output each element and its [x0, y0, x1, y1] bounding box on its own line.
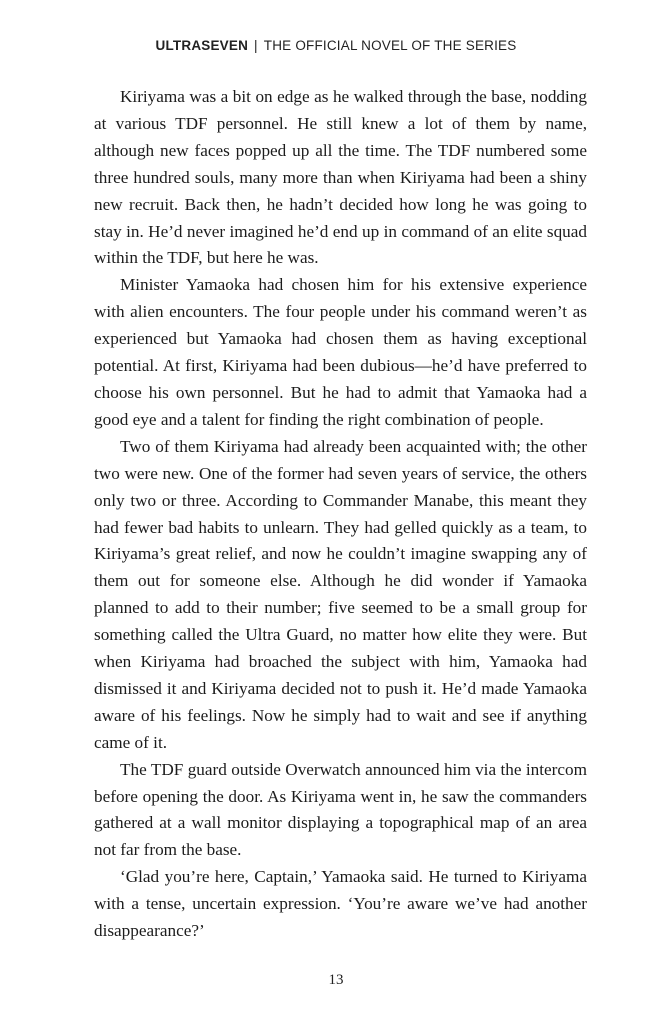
body-text	[94, 84, 587, 945]
paragraph: ‘Glad you’re here, Captain,’ Yamaoka said. He turned to Kiriyama with a tense, uncertain expression. ‘You’re aware we’ve had another disappearance?’	[94, 867, 587, 941]
page-number: 13	[328, 972, 344, 988]
running-head	[0, 38, 672, 53]
paragraph: Two of them Kiriyama had already been acquainted with; the other two were new. One of the former had seven years of service, the others only two or three. According to Commander Manabe, this meant they had fewer bad habits to unlearn. They had gelled quickly as a team, to Kiriyama’s great relief, and now he couldn’t imagine swapping any of them out for someone else. Although he did wonder if Yamaoka planned to add to their number; five seemed to be a small group for something called the Ultra Guard, no matter how elite they were. But when Kiriyama had broached the subject with him, Yamaoka had dismissed it and Kiriyama decided not to push it. He’d made Yamaoka aware of his feelings. Now he simply had to wait and see if anything came of it.	[94, 436, 587, 752]
paragraph: The TDF guard outside Overwatch announced him via the intercom before opening the door. As Kiriyama went in, he saw the commanders gathered at a wall monitor displaying a topographical map of an area not far from the base.	[94, 759, 587, 860]
running-head-separator: |	[254, 38, 258, 53]
paragraph: Kiriyama was a bit on edge as he walked through the base, nodding at various TDF personnel. He still knew a lot of them by name, although new faces popped up all the time. The TDF numbered some three hundred souls, many more than when Kiriyama had been a shiny new recruit. Back then, he hadn’t decided how long he was going to stay in. He’d never imagined he’d end up in command of an elite squad within the TDF, but here he was.	[94, 87, 587, 268]
running-head-title: THE OFFICIAL NOVEL OF THE SERIES	[263, 38, 517, 53]
paragraph: Minister Yamaoka had chosen him for his extensive experience with alien encounters. The four people under his command weren’t as experienced but Yamaoka had chosen them as having exceptional potential. At first, Kiriyama had been dubious—he’d have preferred to choose his own personnel. But he had to admit that Yamaoka had a good eye and a talent for finding the right combination of people.	[94, 275, 587, 429]
running-head-series: ULTRASEVEN	[155, 38, 249, 53]
